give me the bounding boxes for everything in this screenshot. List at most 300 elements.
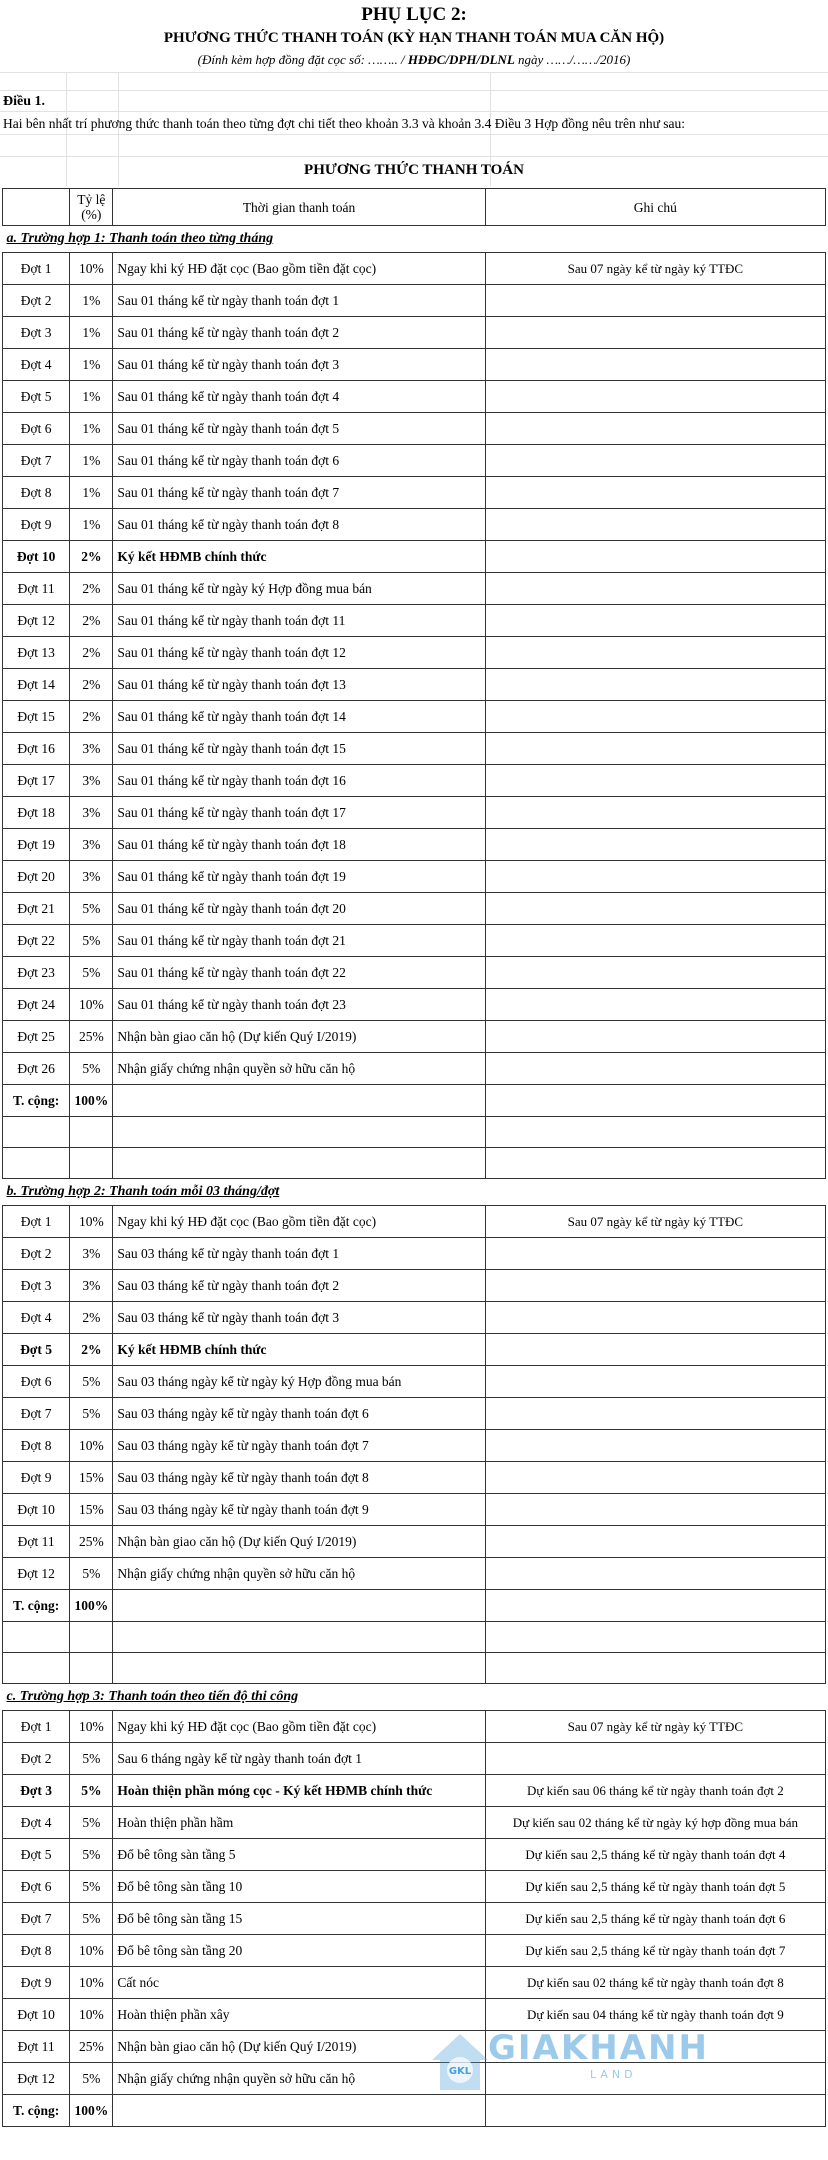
empty-cell xyxy=(485,2095,825,2127)
table-row xyxy=(3,1270,826,1302)
table-row xyxy=(3,1366,826,1398)
stage-cell: Đợt 26 xyxy=(3,1053,70,1085)
table-row xyxy=(3,669,826,701)
stage-cell: Đợt 5 xyxy=(3,1334,70,1366)
time-cell: Sau 03 tháng kể từ ngày thanh toán đợt 3 xyxy=(113,1302,485,1334)
time-cell: Sau 01 tháng kể từ ngày thanh toán đợt 2 xyxy=(113,317,485,349)
note-cell: Dự kiến sau 2,5 tháng kể từ ngày thanh toán đợt 7 xyxy=(485,1935,825,1967)
table-row xyxy=(3,637,826,669)
note-cell xyxy=(485,477,825,509)
note-cell: Dự kiến sau 2,5 tháng kể từ ngày thanh toán đợt 5 xyxy=(485,1871,825,1903)
stage-cell: Đợt 5 xyxy=(3,1839,70,1871)
table-row xyxy=(3,1206,826,1238)
rate-cell: 5% xyxy=(70,925,113,957)
note-cell xyxy=(485,317,825,349)
table-row xyxy=(3,861,826,893)
section-title-row xyxy=(3,1179,826,1206)
time-cell: Sau 01 tháng kể từ ngày ký Hợp đồng mua bán xyxy=(113,573,485,605)
rate-cell: 2% xyxy=(70,1334,113,1366)
table-row xyxy=(3,1053,826,1085)
time-cell: Sau 01 tháng kể từ ngày thanh toán đợt 20 xyxy=(113,893,485,925)
table-row xyxy=(3,1935,826,1967)
rate-cell: 5% xyxy=(70,1558,113,1590)
note-cell xyxy=(485,1053,825,1085)
gridline xyxy=(0,90,828,91)
rate-cell: 25% xyxy=(70,1526,113,1558)
time-cell: Hoàn thiện phần móng cọc - Ký kết HĐMB chính thức xyxy=(113,1775,485,1807)
time-cell: Sau 01 tháng kể từ ngày thanh toán đợt 1 xyxy=(113,285,485,317)
header-time-cell: Thời gian thanh toán xyxy=(113,189,485,226)
note-cell: Sau 07 ngày kể từ ngày ký TTĐC xyxy=(485,253,825,285)
rate-cell: 10% xyxy=(70,1711,113,1743)
rate-cell: 15% xyxy=(70,1494,113,1526)
blank-row xyxy=(3,1117,826,1148)
empty-cell xyxy=(113,1622,485,1653)
note-cell: Dự kiến sau 2,5 tháng kể từ ngày thanh toán đợt 4 xyxy=(485,1839,825,1871)
rate-cell: 3% xyxy=(70,797,113,829)
rate-cell: 5% xyxy=(70,1398,113,1430)
time-cell: Sau 03 tháng ngày kể từ ngày thanh toán đợt 6 xyxy=(113,1398,485,1430)
note-cell xyxy=(485,541,825,573)
note-cell xyxy=(485,733,825,765)
time-cell: Sau 01 tháng kể từ ngày thanh toán đợt 17 xyxy=(113,797,485,829)
note-cell xyxy=(485,1558,825,1590)
section-title: b. Trường hợp 2: Thanh toán mỗi 03 tháng/đợt xyxy=(3,1179,826,1206)
note-cell xyxy=(485,701,825,733)
rate-cell: 25% xyxy=(70,1021,113,1053)
stage-cell: Đợt 8 xyxy=(3,1935,70,1967)
table-row xyxy=(3,1999,826,2031)
rate-cell: 10% xyxy=(70,1967,113,1999)
time-cell: Sau 01 tháng kể từ ngày thanh toán đợt 8 xyxy=(113,509,485,541)
time-cell: Hoàn thiện phần hầm xyxy=(113,1807,485,1839)
note-cell xyxy=(485,1366,825,1398)
note-cell: Sau 07 ngày kể từ ngày ký TTĐC xyxy=(485,1206,825,1238)
note-cell xyxy=(485,1462,825,1494)
stage-cell: Đợt 7 xyxy=(3,1903,70,1935)
stage-cell: Đợt 20 xyxy=(3,861,70,893)
empty-cell xyxy=(485,1653,825,1684)
time-cell: Nhận bàn giao căn hộ (Dự kiến Quý I/2019) xyxy=(113,1021,485,1053)
empty-cell xyxy=(70,1622,113,1653)
time-cell: Sau 01 tháng kể từ ngày thanh toán đợt 13 xyxy=(113,669,485,701)
empty-cell xyxy=(70,1117,113,1148)
rate-cell: 2% xyxy=(70,573,113,605)
note-cell xyxy=(485,1238,825,1270)
rate-cell: 5% xyxy=(70,1871,113,1903)
rate-cell: 5% xyxy=(70,1053,113,1085)
gridline xyxy=(0,111,828,112)
stage-cell: Đợt 2 xyxy=(3,285,70,317)
note-cell xyxy=(485,989,825,1021)
table-row xyxy=(3,1430,826,1462)
rate-cell: 1% xyxy=(70,413,113,445)
note-cell xyxy=(485,413,825,445)
stage-cell: Đợt 14 xyxy=(3,669,70,701)
gridline xyxy=(0,72,828,73)
table-row xyxy=(3,541,826,573)
blank-row xyxy=(3,1148,826,1179)
note-cell xyxy=(485,509,825,541)
total-label: T. cộng: xyxy=(3,2095,70,2127)
total-label: T. cộng: xyxy=(3,1085,70,1117)
rate-cell: 5% xyxy=(70,893,113,925)
note-cell xyxy=(485,797,825,829)
article-text: Hai bên nhất trí phương thức thanh toán theo từng đợt chi tiết theo khoản 3.3 và khoản 3.4 Điều 3 Hợp đồng nêu trên như sau: xyxy=(3,116,686,131)
stage-cell: Đợt 7 xyxy=(3,445,70,477)
time-cell: Sau 03 tháng kể từ ngày thanh toán đợt 1 xyxy=(113,1238,485,1270)
time-cell: Sau 01 tháng kể từ ngày thanh toán đợt 23 xyxy=(113,989,485,1021)
time-cell: Ngay khi ký HĐ đặt cọc (Bao gồm tiền đặt cọc) xyxy=(113,253,485,285)
watermark-sub: LAND xyxy=(590,2068,637,2081)
section-title: a. Trường hợp 1: Thanh toán theo từng tháng xyxy=(3,226,826,253)
time-cell: Sau 03 tháng ngày kể từ ngày ký Hợp đồng mua bán xyxy=(113,1366,485,1398)
stage-cell: Đợt 12 xyxy=(3,1558,70,1590)
header-note-cell: Ghi chú xyxy=(485,189,825,226)
stage-cell: Đợt 6 xyxy=(3,1871,70,1903)
table-row xyxy=(3,253,826,285)
table-row xyxy=(3,413,826,445)
rate-cell: 2% xyxy=(70,605,113,637)
empty-cell xyxy=(485,1085,825,1117)
contract-code: HĐĐC/DPH/DLNL xyxy=(407,52,515,67)
table-row xyxy=(3,477,826,509)
rate-cell: 1% xyxy=(70,509,113,541)
watermark-brand: GIAKHANH xyxy=(488,2028,709,2068)
time-cell: Đổ bê tông sàn tầng 10 xyxy=(113,1871,485,1903)
stage-cell: Đợt 11 xyxy=(3,1526,70,1558)
stage-cell: Đợt 13 xyxy=(3,637,70,669)
total-value: 100% xyxy=(70,1085,113,1117)
time-cell: Sau 01 tháng kể từ ngày thanh toán đợt 18 xyxy=(113,829,485,861)
blank-row xyxy=(3,1653,826,1684)
note-cell xyxy=(485,861,825,893)
rate-cell: 2% xyxy=(70,701,113,733)
watermark xyxy=(430,2028,760,2090)
time-cell: Ký kết HĐMB chính thức xyxy=(113,1334,485,1366)
table-row xyxy=(3,1839,826,1871)
note-cell xyxy=(485,445,825,477)
article-label: Điều 1. xyxy=(3,94,45,109)
section-title: c. Trường hợp 3: Thanh toán theo tiến độ thi công xyxy=(3,1684,826,1711)
time-cell: Sau 01 tháng kể từ ngày thanh toán đợt 16 xyxy=(113,765,485,797)
total-label: T. cộng: xyxy=(3,1590,70,1622)
stage-cell: Đợt 1 xyxy=(3,253,70,285)
stage-cell: Đợt 1 xyxy=(3,1711,70,1743)
rate-cell: 10% xyxy=(70,1935,113,1967)
table-header-row xyxy=(3,189,826,226)
note-cell xyxy=(485,285,825,317)
note-cell xyxy=(485,925,825,957)
note-cell: Dự kiến sau 02 tháng kể từ ngày thanh toán đợt 8 xyxy=(485,1967,825,1999)
rate-cell: 25% xyxy=(70,2031,113,2063)
empty-cell xyxy=(3,1117,70,1148)
stage-cell: Đợt 12 xyxy=(3,2063,70,2095)
gridline xyxy=(0,134,828,135)
note-cell xyxy=(485,381,825,413)
rate-cell: 5% xyxy=(70,1743,113,1775)
time-cell: Sau 6 tháng ngày kể từ ngày thanh toán đợt 1 xyxy=(113,1743,485,1775)
blank-row xyxy=(3,1622,826,1653)
table-row xyxy=(3,1334,826,1366)
stage-cell: Đợt 2 xyxy=(3,1743,70,1775)
note-cell xyxy=(485,893,825,925)
rate-cell: 5% xyxy=(70,1839,113,1871)
time-cell: Đổ bê tông sàn tầng 20 xyxy=(113,1935,485,1967)
stage-cell: Đợt 19 xyxy=(3,829,70,861)
stage-cell: Đợt 10 xyxy=(3,541,70,573)
empty-cell xyxy=(113,1148,485,1179)
stage-cell: Đợt 8 xyxy=(3,477,70,509)
table-row xyxy=(3,509,826,541)
total-value: 100% xyxy=(70,2095,113,2127)
header-stage-cell xyxy=(3,189,70,226)
note-cell xyxy=(485,669,825,701)
time-cell: Ngay khi ký HĐ đặt cọc (Bao gồm tiền đặt cọc) xyxy=(113,1206,485,1238)
time-cell: Sau 03 tháng ngày kể từ ngày thanh toán đợt 8 xyxy=(113,1462,485,1494)
table-row xyxy=(3,1302,826,1334)
table-row xyxy=(3,1526,826,1558)
note-cell: Sau 07 ngày kể từ ngày ký TTĐC xyxy=(485,1711,825,1743)
table-row xyxy=(3,1967,826,1999)
stage-cell: Đợt 25 xyxy=(3,1021,70,1053)
time-cell: Nhận giấy chứng nhận quyền sở hữu căn hộ xyxy=(113,2063,485,2095)
section-title-row xyxy=(3,226,826,253)
note-cell: Dự kiến sau 02 tháng kể từ ngày ký hợp đồng mua bán xyxy=(485,1807,825,1839)
time-cell: Sau 03 tháng ngày kể từ ngày thanh toán đợt 9 xyxy=(113,1494,485,1526)
rate-cell: 3% xyxy=(70,1238,113,1270)
stage-cell: Đợt 8 xyxy=(3,1430,70,1462)
rate-cell: 1% xyxy=(70,285,113,317)
table-row xyxy=(3,1743,826,1775)
stage-cell: Đợt 10 xyxy=(3,1999,70,2031)
table-row xyxy=(3,285,826,317)
stage-cell: Đợt 5 xyxy=(3,381,70,413)
payment-table xyxy=(2,188,826,2127)
rate-cell: 1% xyxy=(70,317,113,349)
empty-cell xyxy=(70,1653,113,1684)
note-cell: Dự kiến sau 04 tháng kể từ ngày thanh toán đợt 9 xyxy=(485,1999,825,2031)
empty-cell xyxy=(3,1653,70,1684)
rate-cell: 1% xyxy=(70,477,113,509)
stage-cell: Đợt 12 xyxy=(3,605,70,637)
stage-cell: Đợt 16 xyxy=(3,733,70,765)
logo-text: GKL xyxy=(448,2066,472,2077)
rate-cell: 5% xyxy=(70,1903,113,1935)
stage-cell: Đợt 3 xyxy=(3,1775,70,1807)
time-cell: Cất nóc xyxy=(113,1967,485,1999)
time-cell: Sau 01 tháng kể từ ngày thanh toán đợt 6 xyxy=(113,445,485,477)
table-row xyxy=(3,1558,826,1590)
rate-cell: 3% xyxy=(70,765,113,797)
note-cell xyxy=(485,1334,825,1366)
section-title-row xyxy=(3,1684,826,1711)
note-cell xyxy=(485,1302,825,1334)
time-cell: Ký kết HĐMB chính thức xyxy=(113,541,485,573)
empty-cell xyxy=(485,1117,825,1148)
table-row xyxy=(3,1494,826,1526)
total-row xyxy=(3,1590,826,1622)
total-row xyxy=(3,1085,826,1117)
table-row xyxy=(3,1238,826,1270)
stage-cell: Đợt 9 xyxy=(3,1462,70,1494)
stage-cell: Đợt 4 xyxy=(3,1302,70,1334)
note-cell xyxy=(485,637,825,669)
rate-cell: 5% xyxy=(70,1366,113,1398)
empty-cell xyxy=(3,1622,70,1653)
rate-cell: 10% xyxy=(70,253,113,285)
stage-cell: Đợt 18 xyxy=(3,797,70,829)
table-row xyxy=(3,445,826,477)
time-cell: Nhận bàn giao căn hộ (Dự kiến Quý I/2019) xyxy=(113,1526,485,1558)
empty-cell xyxy=(485,1148,825,1179)
empty-cell xyxy=(113,2095,485,2127)
time-cell: Đổ bê tông sàn tầng 15 xyxy=(113,1903,485,1935)
time-cell: Sau 01 tháng kể từ ngày thanh toán đợt 11 xyxy=(113,605,485,637)
note-cell: Dự kiến sau 06 tháng kể từ ngày thanh toán đợt 2 xyxy=(485,1775,825,1807)
table-row xyxy=(3,797,826,829)
note-cell xyxy=(485,829,825,861)
rate-cell: 1% xyxy=(70,349,113,381)
total-value: 100% xyxy=(70,1590,113,1622)
empty-cell xyxy=(70,1148,113,1179)
empty-cell xyxy=(485,1622,825,1653)
stage-cell: Đợt 9 xyxy=(3,509,70,541)
time-cell: Sau 01 tháng kể từ ngày thanh toán đợt 14 xyxy=(113,701,485,733)
header-rate-cell: Tỷ lệ (%) xyxy=(70,189,113,226)
empty-cell xyxy=(113,1653,485,1684)
note-cell xyxy=(485,1494,825,1526)
rate-cell: 2% xyxy=(70,541,113,573)
stage-cell: Đợt 23 xyxy=(3,957,70,989)
rate-cell: 1% xyxy=(70,445,113,477)
table-row xyxy=(3,701,826,733)
rate-cell: 2% xyxy=(70,637,113,669)
stage-cell: Đợt 24 xyxy=(3,989,70,1021)
rate-cell: 1% xyxy=(70,381,113,413)
attachment-suffix: ngày ……/……/2016) xyxy=(514,52,631,67)
empty-cell xyxy=(113,1085,485,1117)
table-row xyxy=(3,317,826,349)
table-row xyxy=(3,1807,826,1839)
rate-cell: 5% xyxy=(70,957,113,989)
house-logo-icon xyxy=(430,2032,490,2092)
time-cell: Sau 01 tháng kể từ ngày thanh toán đợt 19 xyxy=(113,861,485,893)
time-cell: Sau 01 tháng kể từ ngày thanh toán đợt 5 xyxy=(113,413,485,445)
time-cell: Đổ bê tông sàn tầng 5 xyxy=(113,1839,485,1871)
note-cell xyxy=(485,1398,825,1430)
table-row xyxy=(3,925,826,957)
table-title: PHƯƠNG THỨC THANH TOÁN xyxy=(304,162,524,178)
note-cell xyxy=(485,1526,825,1558)
empty-cell xyxy=(485,1590,825,1622)
stage-cell: Đợt 2 xyxy=(3,1238,70,1270)
stage-cell: Đợt 1 xyxy=(3,1206,70,1238)
time-cell: Nhận giấy chứng nhận quyền sở hữu căn hộ xyxy=(113,1558,485,1590)
stage-cell: Đợt 4 xyxy=(3,349,70,381)
table-row xyxy=(3,573,826,605)
table-row xyxy=(3,733,826,765)
stage-cell: Đợt 3 xyxy=(3,317,70,349)
stage-cell: Đợt 3 xyxy=(3,1270,70,1302)
stage-cell: Đợt 9 xyxy=(3,1967,70,1999)
note-cell xyxy=(485,349,825,381)
table-row xyxy=(3,1775,826,1807)
time-cell: Sau 01 tháng kể từ ngày thanh toán đợt 22 xyxy=(113,957,485,989)
time-cell: Sau 01 tháng kể từ ngày thanh toán đợt 15 xyxy=(113,733,485,765)
time-cell: Ngay khi ký HĐ đặt cọc (Bao gồm tiền đặt cọc) xyxy=(113,1711,485,1743)
stage-cell: Đợt 21 xyxy=(3,893,70,925)
empty-cell xyxy=(113,1590,485,1622)
time-cell: Sau 01 tháng kể từ ngày thanh toán đợt 12 xyxy=(113,637,485,669)
rate-cell: 3% xyxy=(70,733,113,765)
note-cell xyxy=(485,1430,825,1462)
time-cell: Sau 01 tháng kể từ ngày thanh toán đợt 21 xyxy=(113,925,485,957)
rate-cell: 5% xyxy=(70,2063,113,2095)
note-cell: Dự kiến sau 2,5 tháng kể từ ngày thanh toán đợt 6 xyxy=(485,1903,825,1935)
time-cell: Sau 01 tháng kể từ ngày thanh toán đợt 7 xyxy=(113,477,485,509)
rate-cell: 3% xyxy=(70,861,113,893)
stage-cell: Đợt 10 xyxy=(3,1494,70,1526)
note-cell xyxy=(485,605,825,637)
table-row xyxy=(3,1903,826,1935)
rate-cell: 3% xyxy=(70,1270,113,1302)
page-subtitle: PHƯƠNG THỨC THANH TOÁN (KỲ HẠN THANH TOÁN MUA CĂN HỘ) xyxy=(163,30,665,46)
time-cell: Sau 01 tháng kể từ ngày thanh toán đợt 4 xyxy=(113,381,485,413)
table-row xyxy=(3,957,826,989)
note-cell xyxy=(485,765,825,797)
page-title: PHỤ LỤC 2: xyxy=(361,4,467,25)
rate-cell: 10% xyxy=(70,1430,113,1462)
stage-cell: Đợt 6 xyxy=(3,413,70,445)
table-row xyxy=(3,349,826,381)
table-row xyxy=(3,765,826,797)
note-cell xyxy=(485,1021,825,1053)
stage-cell: Đợt 4 xyxy=(3,1807,70,1839)
stage-cell: Đợt 6 xyxy=(3,1366,70,1398)
rate-cell: 5% xyxy=(70,1807,113,1839)
table-row xyxy=(3,829,826,861)
empty-cell xyxy=(113,1117,485,1148)
time-cell: Nhận giấy chứng nhận quyền sở hữu căn hộ xyxy=(113,1053,485,1085)
stage-cell: Đợt 22 xyxy=(3,925,70,957)
rate-cell: 10% xyxy=(70,1999,113,2031)
time-cell: Nhận bàn giao căn hộ (Dự kiến Quý I/2019) xyxy=(113,2031,485,2063)
rate-cell: 2% xyxy=(70,669,113,701)
table-row xyxy=(3,893,826,925)
stage-cell: Đợt 11 xyxy=(3,573,70,605)
table-row xyxy=(3,989,826,1021)
note-cell xyxy=(485,573,825,605)
stage-cell: Đợt 11 xyxy=(3,2031,70,2063)
rate-cell: 2% xyxy=(70,1302,113,1334)
attachment-note xyxy=(0,52,828,68)
rate-cell: 3% xyxy=(70,829,113,861)
table-row xyxy=(3,1871,826,1903)
time-cell: Sau 01 tháng kể từ ngày thanh toán đợt 3 xyxy=(113,349,485,381)
attachment-prefix: (Đính kèm hợp đồng đặt cọc số: …….. / xyxy=(197,52,408,67)
gridline xyxy=(0,156,828,157)
note-cell xyxy=(485,957,825,989)
table-row xyxy=(3,1462,826,1494)
rate-cell: 10% xyxy=(70,989,113,1021)
stage-cell: Đợt 7 xyxy=(3,1398,70,1430)
table-row xyxy=(3,1711,826,1743)
time-cell: Sau 03 tháng kể từ ngày thanh toán đợt 2 xyxy=(113,1270,485,1302)
table-row xyxy=(3,1021,826,1053)
time-cell: Hoàn thiện phần xây xyxy=(113,1999,485,2031)
rate-cell: 5% xyxy=(70,1775,113,1807)
